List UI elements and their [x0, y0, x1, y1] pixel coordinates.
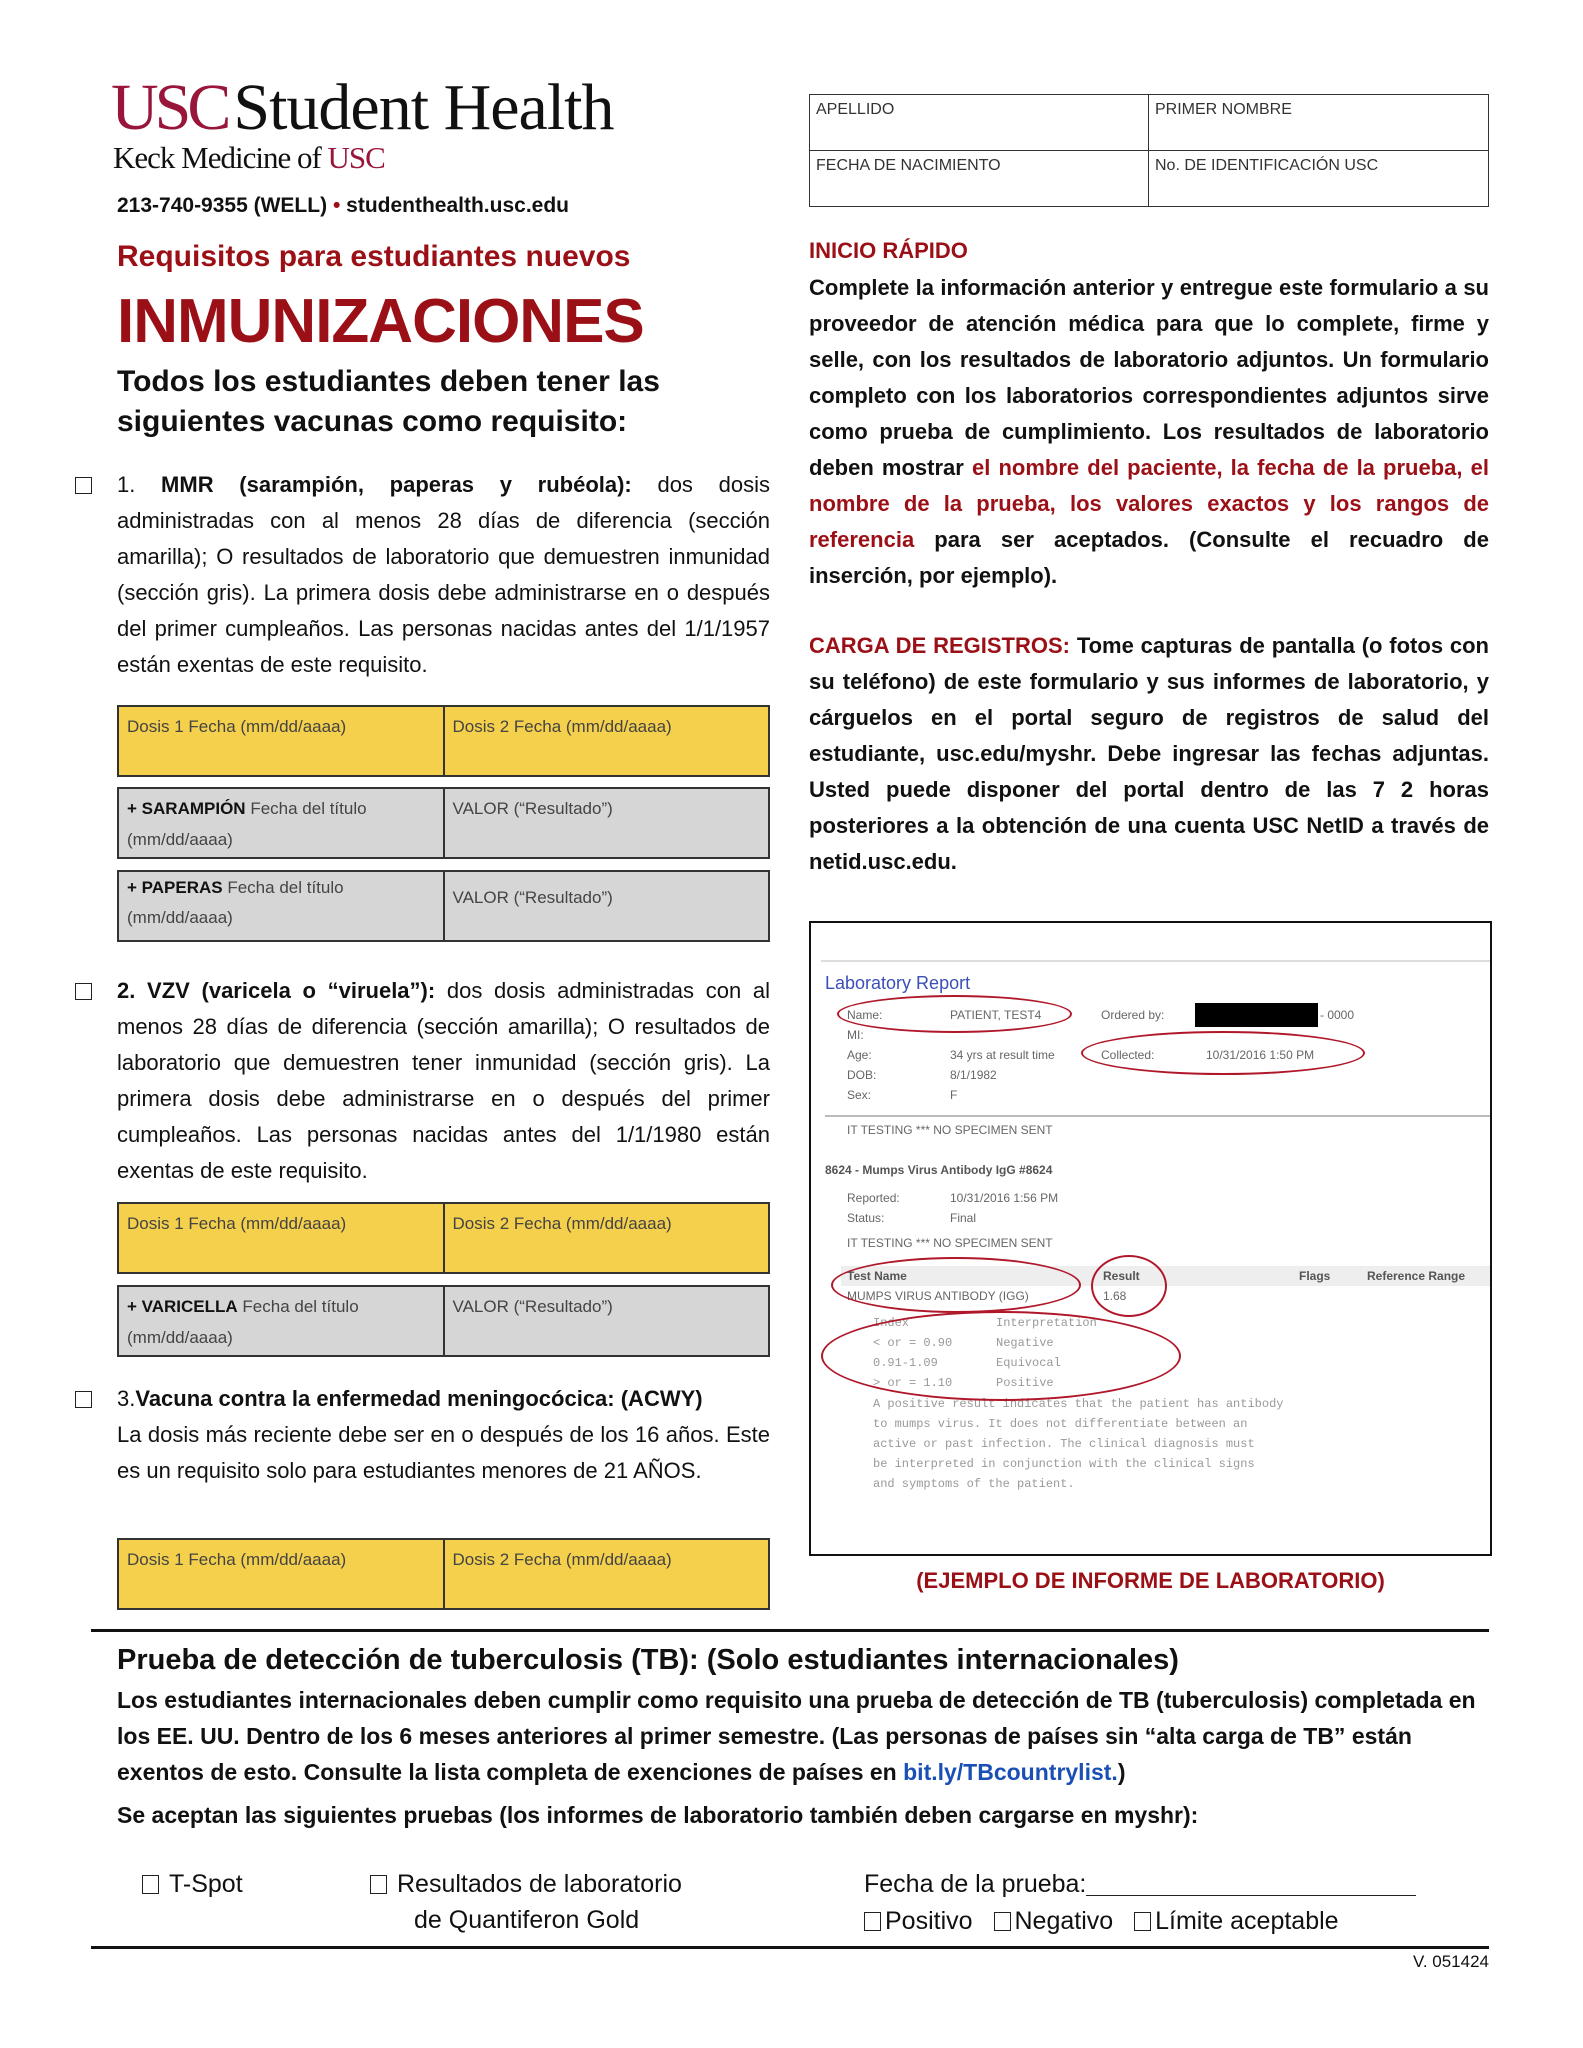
mumps-value-field[interactable]: VALOR (“Resultado”) — [443, 872, 769, 940]
tb-title: Prueba de detección de tuberculosis (TB): (Solo estudiantes internacionales) — [117, 1644, 1179, 1676]
lab-index-cell: Interpretation — [996, 1316, 1097, 1330]
mumps-titer-date-field[interactable] — [119, 872, 443, 940]
usc-student-health-logo — [111, 70, 614, 146]
quick-start-heading: INICIO RÁPIDO — [809, 238, 968, 263]
divider — [91, 1629, 1489, 1632]
lab-mi-label: MI: — [847, 1028, 864, 1042]
lab-report-title: Laboratory Report — [825, 973, 971, 993]
lab-test-name: MUMPS VIRUS ANTIBODY (IGG) — [847, 1289, 1029, 1303]
checkbox-negative[interactable] — [994, 1912, 1011, 1931]
varicella-value-field[interactable]: VALOR (“Resultado”) — [443, 1287, 769, 1355]
item-number: 2. — [117, 978, 136, 1003]
mmr-dose-table — [117, 705, 770, 777]
student-id-table — [809, 94, 1489, 207]
tspot-label: T-Spot — [169, 1870, 243, 1898]
tb-accepted: Se aceptan las siguientes pruebas (los informes de laboratorio también deben cargarse en myshr): — [117, 1802, 1199, 1828]
mumps-label: PAPERAS — [141, 878, 223, 897]
plus: + — [127, 1297, 137, 1316]
lab-comment-line: to mumps virus. It does not differentiate between an — [873, 1417, 1248, 1431]
lab-col-result: Result — [1103, 1269, 1140, 1283]
plus: + — [127, 878, 137, 897]
lab-index-cell: 0.91-1.09 — [873, 1356, 938, 1370]
quick-start-highlight: el nombre del paciente, la fecha de la prueba, el nombre de la prueba, los valores exactos y los rangos de referencia — [809, 455, 1489, 552]
varicella-titer-date-field[interactable] — [119, 1287, 443, 1355]
highlight-ellipse — [831, 1257, 1081, 1313]
lab-comment-line: A positive result indicates that the patient has antibody — [873, 1397, 1284, 1411]
lab-index-cell: < or = 0.90 — [873, 1336, 953, 1350]
requirement-meningococcal — [117, 1381, 770, 1489]
acwy-dose1-field[interactable]: Dosis 1 Fecha (mm/dd/aaaa) — [127, 1550, 347, 1569]
lab-reported-label: Reported: — [847, 1191, 900, 1205]
mmr-dose2-field[interactable]: Dosis 2 Fecha (mm/dd/aaaa) — [443, 707, 769, 775]
first-name-field[interactable]: PRIMER NOMBRE — [1149, 95, 1488, 151]
subtitle: Todos los estudiantes deben tener las siguientes vacunas como requisito: — [117, 365, 660, 438]
date-format: (mm/dd/aaaa) — [127, 1328, 233, 1347]
acwy-dose-table — [117, 1538, 770, 1610]
lab-caption: (EJEMPLO DE INFORME DE LABORATORIO) — [916, 1568, 1385, 1593]
titer-date-label: Fecha del título — [227, 878, 344, 897]
lab-col-test: Test Name — [847, 1269, 907, 1283]
test-date-label: Fecha de la prueba: — [864, 1870, 1087, 1898]
quick-start-text — [809, 270, 1489, 594]
highlight-ellipse — [821, 1311, 1181, 1401]
option-quantiferon[interactable] — [370, 1866, 682, 1938]
highlight-ellipse — [837, 995, 1072, 1033]
lab-sex-label: Sex: — [847, 1088, 872, 1102]
varicella-label: VARICELLA — [141, 1297, 238, 1316]
keck-medicine-logo — [113, 140, 385, 176]
lab-comment-line: be interpreted in conjunction with the clinical signs — [873, 1457, 1255, 1471]
lab-result: 1.68 — [1103, 1289, 1127, 1303]
lab-report-example — [809, 921, 1492, 1556]
website-link[interactable]: studenthealth.usc.edu — [346, 194, 569, 217]
mmr-dose1-field[interactable]: Dosis 1 Fecha (mm/dd/aaaa) — [127, 717, 347, 736]
lab-note: IT TESTING *** NO SPECIMEN SENT — [847, 1236, 1053, 1250]
lab-status-label: Status: — [847, 1211, 885, 1225]
lab-name-label: Name: — [847, 1008, 883, 1022]
borderline-label: Límite aceptable — [1155, 1907, 1339, 1935]
lab-note: IT TESTING *** NO SPECIMEN SENT — [847, 1123, 1053, 1137]
item-text: La dosis más reciente debe ser en o después de los 16 años. Este es un requisito solo para estudiantes menores de 21 AÑOS. — [117, 1422, 770, 1483]
lab-comment-line: active or past infection. The clinical diagnosis must — [873, 1437, 1255, 1451]
logo-text: Student Health — [233, 71, 614, 144]
kicker: Requisitos para estudiantes nuevos — [117, 240, 631, 273]
lab-index-cell: Positive — [996, 1376, 1054, 1390]
checkbox-borderline[interactable] — [1134, 1912, 1151, 1931]
negative-label: Negativo — [1014, 1907, 1114, 1935]
lab-name-value: PATIENT, TEST4 — [950, 1008, 1042, 1022]
vzv-dose2-field[interactable]: Dosis 2 Fecha (mm/dd/aaaa) — [443, 1204, 769, 1272]
item-title: Vacuna contra la enfermedad meningocócica: (ACWY) — [135, 1386, 703, 1411]
test-date-field[interactable] — [1086, 1872, 1416, 1896]
lab-sex-value: F — [950, 1088, 958, 1102]
checkbox-mmr[interactable] — [75, 477, 92, 494]
measles-titer-table — [117, 787, 770, 859]
option-tspot[interactable] — [142, 1866, 243, 1902]
vzv-dose1-field[interactable]: Dosis 1 Fecha (mm/dd/aaaa) — [127, 1214, 347, 1233]
highlight-ellipse — [1081, 1031, 1365, 1075]
quantiferon-label-2: de Quantiferon Gold — [414, 1906, 640, 1934]
item-number: 3. — [117, 1386, 136, 1411]
tb-close-paren: ) — [1117, 1759, 1126, 1785]
usc-id-field[interactable]: No. DE IDENTIFICACIÓN USC — [1155, 156, 1379, 174]
item-title: VZV (varicela o “viruela”): — [147, 978, 436, 1003]
measles-value-field[interactable]: VALOR (“Resultado”) — [443, 789, 769, 857]
phone: 213-740-9355 (WELL) — [117, 194, 328, 217]
dob-field[interactable]: FECHA DE NACIMIENTO — [810, 151, 1149, 207]
checkbox-quantiferon[interactable] — [370, 1875, 387, 1894]
item-title: MMR (sarampión, paperas y rubéola): — [161, 472, 632, 497]
varicella-titer-table — [117, 1285, 770, 1357]
lab-index-cell: Equivocal — [996, 1356, 1061, 1370]
acwy-dose2-field[interactable]: Dosis 2 Fecha (mm/dd/aaaa) — [443, 1540, 769, 1608]
bullet: • — [332, 194, 341, 217]
measles-label: SARAMPIÓN — [141, 799, 246, 818]
lab-ordered-label: Ordered by: — [1101, 1008, 1165, 1022]
tb-text — [117, 1682, 1489, 1790]
lab-age-label: Age: — [847, 1048, 872, 1062]
logo-usc: USC — [111, 71, 228, 144]
divider — [91, 1946, 1489, 1949]
checkbox-positive[interactable] — [864, 1912, 881, 1931]
positive-label: Positivo — [885, 1907, 973, 1935]
upload-heading: CARGA DE REGISTROS: — [809, 633, 1070, 658]
tb-body: Los estudiantes internacionales deben cumplir como requisito una prueba de detección de TB (tuberculosis) completada en los EE. UU. Dentro de los 6 meses anteriores al primer semestre. (Las personas de países sin “alta carga de TB” están exentos de esto. Consulte la lista completa de exenciones de países en — [117, 1687, 1476, 1785]
lab-col-flags: Flags — [1299, 1269, 1331, 1283]
date-format: (mm/dd/aaaa) — [127, 908, 233, 927]
lab-test-heading: 8624 - Mumps Virus Antibody IgG #8624 — [825, 1163, 1053, 1177]
lab-col-ref: Reference Range — [1367, 1269, 1466, 1283]
lab-status-value: Final — [950, 1211, 977, 1225]
item-text: dos dosis administradas con al menos 28 días de diferencia (sección amarilla); O resultados de laboratorio que demuestren tener inmunidad (sección gris). La primera dosis debe administrarse en o después del primer cumpleaños. Las personas nacidas antes del 1/1/1980 están exentas de este requisito. — [117, 978, 770, 1183]
plus: + — [127, 799, 137, 818]
lab-comment-line: and symptoms of the patient. — [873, 1477, 1075, 1491]
lab-dob-label: DOB: — [847, 1068, 877, 1082]
redaction-bar — [1195, 1003, 1318, 1027]
requirement-vzv — [117, 973, 770, 1189]
requirement-mmr — [117, 467, 770, 683]
measles-titer-date-field[interactable] — [119, 789, 443, 857]
date-format: (mm/dd/aaaa) — [127, 830, 233, 849]
titer-date-label: Fecha del título — [242, 1297, 359, 1316]
quantiferon-label: Resultados de laboratorio — [397, 1870, 682, 1898]
test-date-row — [864, 1866, 1416, 1902]
checkbox-meningococcal[interactable] — [75, 1391, 92, 1408]
item-text: dos dosis administradas con al menos 28 días de diferencia (sección amarilla); O resultados de laboratorio que demuestren inmunidad (sección gris). La primera dosis debe administrarse en o después del primer cumpleaños. Las personas nacidas antes del 1/1/1957 están exentas de este requisito. — [117, 472, 770, 677]
mumps-titer-table — [117, 870, 770, 942]
lab-reported-value: 10/31/2016 1:56 PM — [950, 1191, 1059, 1205]
version: V. 051424 — [1413, 1952, 1489, 1971]
lab-index-cell: > or = 1.10 — [873, 1376, 953, 1390]
tb-country-list-link[interactable]: bit.ly/TBcountrylist. — [903, 1759, 1118, 1785]
quick-start-end: para ser aceptados. (Consulte el recuadro de inserción, por ejemplo). — [809, 527, 1489, 588]
page-title: INMUNIZACIONES — [117, 287, 644, 356]
lab-collected-value: 10/31/2016 1:50 PM — [1206, 1048, 1315, 1062]
titer-date-label: Fecha del título — [250, 799, 367, 818]
lab-dob-value: 8/1/1982 — [950, 1068, 997, 1082]
checkbox-tspot[interactable] — [142, 1875, 159, 1894]
keck-text: Keck Medicine of — [113, 140, 321, 175]
last-name-field[interactable]: APELLIDO — [810, 95, 1149, 151]
keck-usc: USC — [327, 140, 385, 175]
highlight-ellipse — [1091, 1255, 1167, 1317]
lab-index-cell: Negative — [996, 1336, 1054, 1350]
upload-section — [809, 628, 1489, 880]
lab-index-cell: Index — [873, 1316, 910, 1330]
lab-collected-label: Collected: — [1101, 1048, 1155, 1062]
contact-line — [117, 194, 569, 218]
item-number: 1. — [117, 472, 136, 497]
upload-text: Tome capturas de pantalla (o fotos con su teléfono) de este formulario y sus informes de laboratorio, y cárguelos en el portal seguro de registros de salud del estudiante, usc.edu/myshr. Debe ingresar las fechas adjuntas. Usted puede disponer del portal dentro de las 7 2 horas posteriores a la obtención de una cuenta USC NetID a través de netid.usc.edu. — [809, 633, 1489, 874]
vzv-dose-table — [117, 1202, 770, 1274]
lab-ordered-suffix: - 0000 — [1320, 1008, 1355, 1022]
result-options — [864, 1903, 1339, 1939]
quick-start-body: Complete la información anterior y entregue este formulario a su proveedor de atención médica para que lo complete, firme y selle, con los resultados de laboratorio adjuntos. Un formulario completo con los laboratorios correspondientes adjuntos sirve como prueba de cumplimiento. Los resultados de laboratorio deben mostrar — [809, 275, 1489, 480]
checkbox-vzv[interactable] — [75, 983, 92, 1000]
lab-age-value: 34 yrs at result time — [950, 1048, 1055, 1062]
